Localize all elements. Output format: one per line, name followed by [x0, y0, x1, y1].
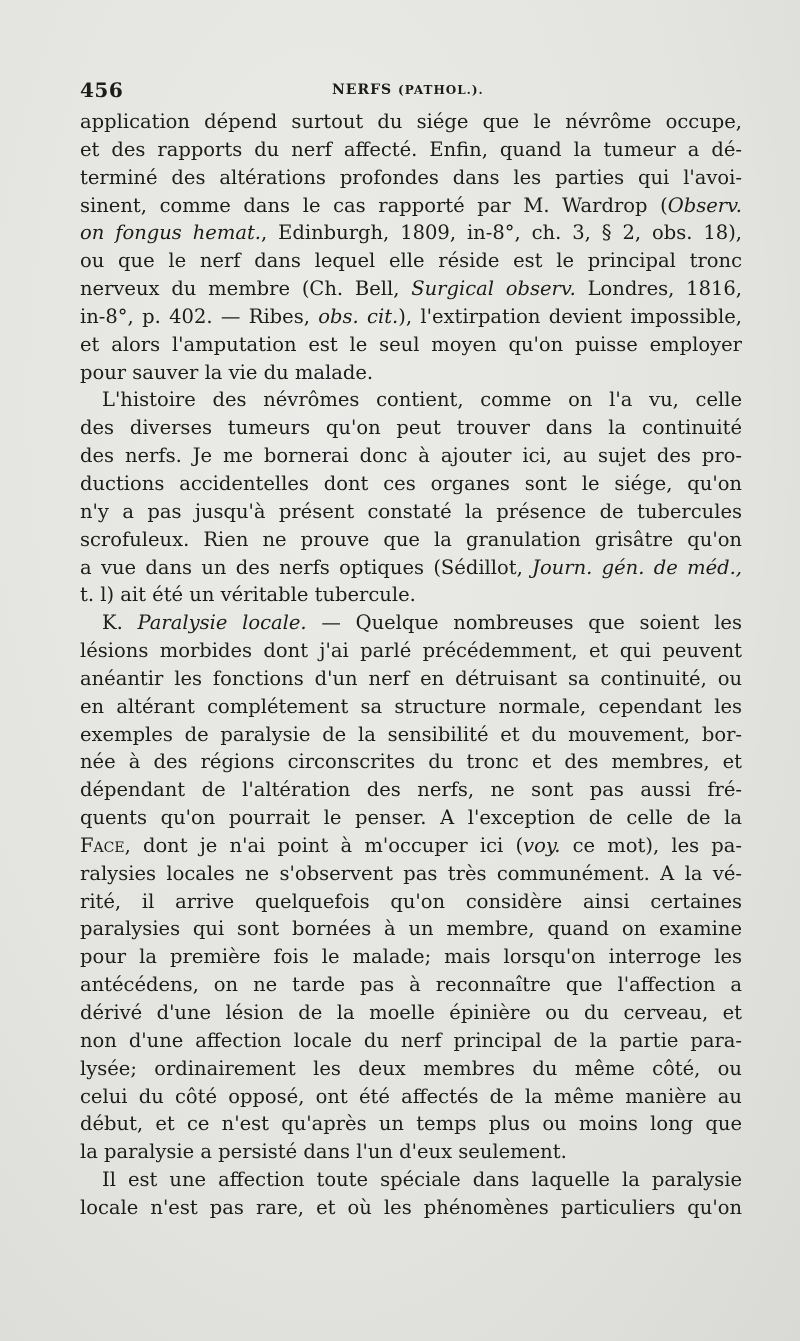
- text-line: rité, il arrive quelquefois qu'on considère ainsi certaines: [80, 889, 742, 913]
- text-line: locale n'est pas rare, et où les phénomènes particuliers qu'on: [80, 1195, 742, 1219]
- text-line: Il est une affection toute spéciale dans laquelle la paralysie: [102, 1168, 742, 1192]
- text-line: [80, 303, 742, 331]
- citation-italic: voy.: [523, 833, 561, 857]
- text-line: des nerfs. Je me bornerai donc à ajouter ici, au sujet des pro-: [80, 444, 742, 468]
- small-caps-word: Face: [80, 833, 125, 857]
- text-line: paralysies qui sont bornées à un membre, quand on examine: [80, 917, 742, 941]
- text-line: application dépend surtout du siége que le névrôme occupe,: [80, 110, 742, 133]
- text-line: [80, 219, 742, 247]
- text-run: Londres, 1816,: [575, 277, 742, 301]
- text-line: en altérant complétement sa structure normale, cependant les: [80, 694, 742, 718]
- text-line: et des rapports du nerf affecté. Enfin, quand la tumeur a dé-: [80, 137, 742, 161]
- citation-italic: Surgical observ.: [411, 277, 576, 301]
- text-line: ralysies locales ne s'observent pas très communément. A la vé-: [80, 861, 742, 885]
- text-line: pour la première fois le malade; mais lorsqu'on interroge les: [80, 945, 742, 969]
- text-line: t. l) ait été un véritable tubercule.: [80, 583, 416, 607]
- text-run: nerveux du membre (Ch. Bell,: [80, 277, 412, 301]
- text-run: a vue dans un des nerfs optiques (Sédillot,: [80, 555, 533, 579]
- text-line: dépendant de l'altération des nerfs, ne sont pas aussi fré-: [80, 778, 742, 802]
- text-run: in-8°, p. 402. — Ribes,: [80, 304, 319, 328]
- text-line: début, et ce n'est qu'après un temps plus ou moins long que: [80, 1112, 742, 1136]
- text-line: anéantir les fonctions d'un nerf en détruisant sa continuité, ou: [80, 666, 742, 690]
- citation-italic: obs. cit.: [318, 304, 399, 328]
- text-run: ce mot), les pa-: [560, 833, 743, 857]
- book-page: [80, 78, 742, 1222]
- text-line: [80, 275, 742, 303]
- text-line: scrofuleux. Rien ne prouve que la granulation grisâtre qu'on: [80, 527, 742, 551]
- running-title-main: NERFS: [332, 82, 393, 98]
- text-line: [80, 832, 742, 860]
- text-line: n'y a pas jusqu'à présent constaté la présence de tubercules: [80, 499, 742, 523]
- text-line: née à des régions circonscrites du tronc et des membres, et: [80, 750, 742, 774]
- citation-italic: Journ. gén. de méd.,: [532, 555, 742, 579]
- text-line: ou que le nerf dans lequel elle réside est le principal tronc: [80, 249, 742, 273]
- text-run: , Edinburgh, 1809, in-8°, ch. 3, § 2, obs. 18),: [261, 221, 742, 245]
- text-line: terminé des altérations profondes dans les parties qui l'avoi-: [80, 165, 742, 189]
- citation-italic: on fongus hemat.: [80, 221, 261, 245]
- text-line: exemples de paralysie de la sensibilité et du mouvement, bor-: [80, 722, 742, 746]
- section-heading-italic: Paralysie locale.: [137, 611, 307, 635]
- text-run: K.: [102, 611, 138, 635]
- text-line: [80, 192, 742, 220]
- page-number: 456: [80, 78, 124, 102]
- text-line: non d'une affection locale du nerf principal de la partie para-: [80, 1028, 742, 1052]
- text-run: — Quelque nombreuses que soient les: [306, 611, 742, 635]
- text-line: celui du côté opposé, ont été affectés de la même manière au: [80, 1084, 742, 1108]
- text-line: et alors l'amputation est le seul moyen qu'on puisse employer: [80, 332, 742, 356]
- text-line: L'histoire des névrômes contient, comme on l'a vu, celle: [102, 388, 742, 412]
- text-line: dérivé d'une lésion de la moelle épinière ou du cerveau, et: [80, 1001, 742, 1024]
- text-line: lysée; ordinairement les deux membres du même côté, ou: [80, 1056, 742, 1080]
- running-head: [80, 78, 742, 108]
- text-line: antécédens, on ne tarde pas à reconnaître que l'affection a: [80, 973, 742, 997]
- running-title-section: (PATHOL.).: [398, 83, 484, 97]
- text-run: , dont je n'ai point à m'occuper ici (: [124, 833, 524, 857]
- text-line: lésions morbides dont j'ai parlé précédemment, et qui peuvent: [80, 639, 742, 663]
- text-line: pour sauver la vie du malade.: [80, 360, 374, 384]
- text-line: des diverses tumeurs qu'on peut trouver dans la continuité: [80, 416, 742, 440]
- text-line: la paralysie a persisté dans l'un d'eux seulement.: [80, 1140, 567, 1164]
- text-line: ductions accidentelles dont ces organes sont le siége, qu'on: [80, 471, 742, 495]
- text-line: [80, 554, 742, 582]
- running-title: [332, 82, 484, 98]
- text-run: ), l'extirpation devient impossible,: [398, 304, 742, 328]
- text-line: [80, 609, 742, 637]
- citation-italic: Observ.: [667, 193, 742, 217]
- text-run: sinent, comme dans le cas rapporté par M. Wardrop (: [80, 193, 668, 217]
- body-text: [80, 108, 742, 1222]
- text-line: quents qu'on pourrait le penser. A l'exception de celle de la: [80, 806, 742, 830]
